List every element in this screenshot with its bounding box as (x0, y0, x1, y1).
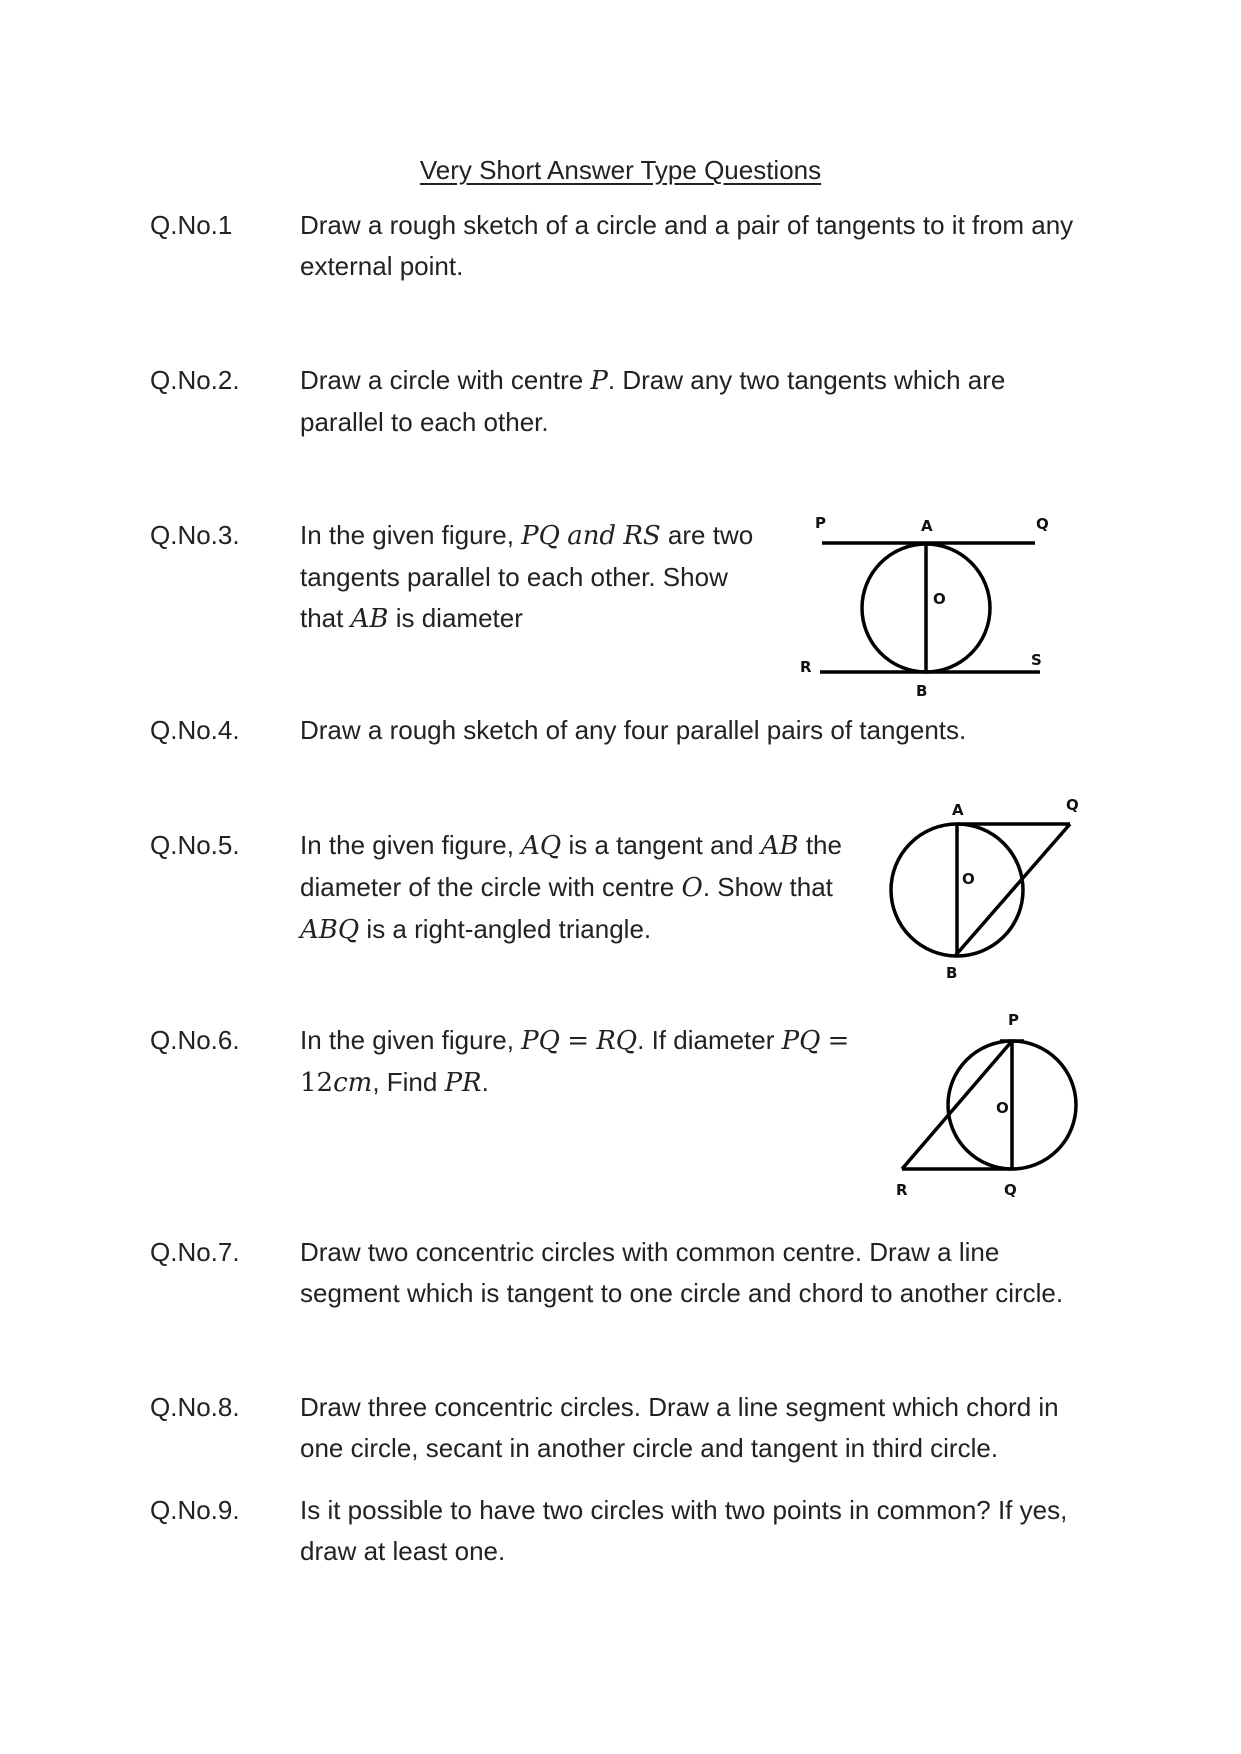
question-text-7 (300, 1232, 1063, 1314)
question-3-line-1: In the given figure, PQ and RS are two (300, 520, 754, 551)
question-2-line-1: Draw a circle with centre P. Draw any two tangents which are (300, 365, 1006, 396)
svg-text:S: S (1031, 651, 1042, 669)
question-2-line-2: parallel to each other. (300, 407, 549, 437)
question-3-line-3: that AB is diameter (300, 603, 523, 634)
question-5-line-3: ABQ is a right-angled triangle. (300, 914, 652, 945)
question-number-9: Q.No.9. (150, 1495, 240, 1525)
question-5-line-2: diameter of the circle with centre O. Show that (300, 872, 833, 903)
svg-text:B: B (946, 964, 958, 982)
page-title: Very Short Answer Type Questions (419, 155, 822, 185)
svg-text:P: P (1008, 1011, 1019, 1029)
question-number-7: Q.No.7. (150, 1237, 240, 1267)
svg-text:Q: Q (1036, 515, 1049, 533)
svg-text:O: O (933, 590, 946, 608)
question-8-line-2: one circle, secant in another circle and tangent in third circle. (300, 1433, 999, 1463)
question-text-8 (300, 1387, 1059, 1469)
svg-text:A: A (921, 517, 933, 535)
question-number-5: Q.No.5. (150, 830, 240, 860)
svg-text:Q: Q (1066, 796, 1079, 814)
svg-text:R: R (800, 658, 812, 676)
svg-text:O: O (996, 1099, 1009, 1117)
question-3-line-2: tangents parallel to each other. Show (300, 562, 728, 592)
question-9-line-2: draw at least one. (300, 1536, 506, 1566)
question-7-line-1: Draw two concentric circles with common centre. Draw a line (300, 1237, 1000, 1267)
svg-text:B: B (916, 682, 928, 700)
question-number-6: Q.No.6. (150, 1025, 240, 1055)
question-1-line-2: external point. (300, 251, 464, 281)
question-number-4: Q.No.4. (150, 715, 240, 745)
question-8-line-1: Draw three concentric circles. Draw a line segment which chord in (300, 1392, 1059, 1422)
question-6-line-2: 12cm, Find PR. (300, 1067, 489, 1098)
question-number-2: Q.No.2. (150, 365, 240, 395)
svg-text:Q: Q (1004, 1181, 1017, 1199)
question-4-line-1: Draw a rough sketch of any four parallel pairs of tangents. (300, 715, 967, 745)
svg-text:A: A (952, 801, 964, 819)
question-1-line-1: Draw a rough sketch of a circle and a pair of tangents to it from any (300, 210, 1074, 240)
question-number-1: Q.No.1 (150, 210, 233, 240)
svg-text:R: R (896, 1181, 908, 1199)
math-p: P (590, 366, 608, 396)
svg-text:O: O (962, 870, 975, 888)
question-9-line-1: Is it possible to have two circles with two points in common? If yes, (300, 1495, 1068, 1525)
question-text-9 (300, 1490, 1067, 1572)
question-number-3: Q.No.3. (150, 520, 240, 550)
question-6-line-1: In the given figure, PQ = RQ. If diameter PQ = (300, 1025, 850, 1056)
question-7-line-2: segment which is tangent to one circle and chord to another circle. (300, 1278, 1064, 1308)
question-number-8: Q.No.8. (150, 1392, 240, 1422)
question-5-line-1: In the given figure, AQ is a tangent and AB the (300, 830, 842, 861)
svg-text:P: P (815, 514, 826, 532)
